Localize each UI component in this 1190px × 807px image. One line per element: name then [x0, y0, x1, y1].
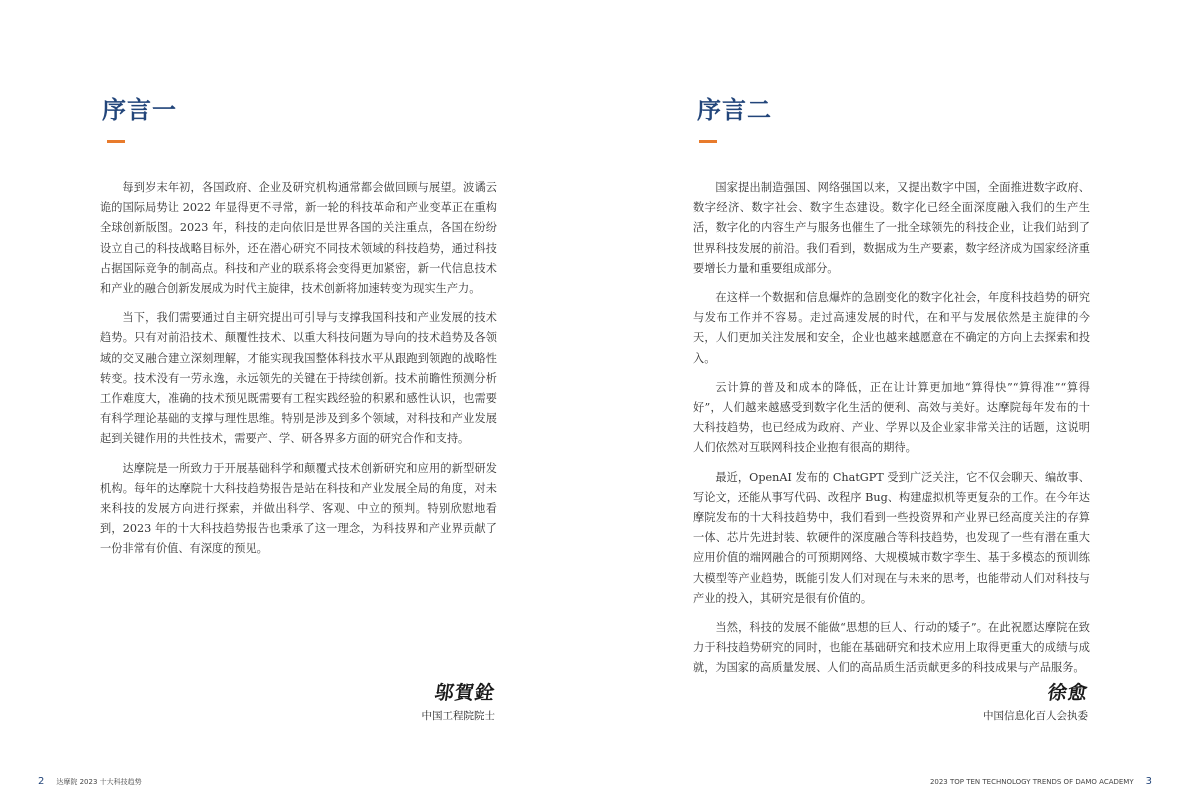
title-accent-bar [699, 140, 717, 143]
paragraph: 云计算的普及和成本的降低，正在让计算更加地“算得快”“算得准”“算得好”，人们越来越感受到数字化生活的便利、高效与美好。达摩院每年发布的十大科技趋势，也已经成为政府、产业、学界以及企业家非常关注的话题，这说明人们依然对互联网科技企业抱有很高的期待。 [693, 380, 1090, 455]
author-role: 中国信息化百人会执委 [983, 710, 1088, 722]
paragraph: 最近，OpenAI 发布的 ChatGPT 受到广泛关注，它不仅会聊天、编故事、写论文，还能从事写代码、改程序 Bug、构建虚拟机等更复杂的工作。在今年达摩院发布的十大科技趋势中，我们看到一些投资界和产业界已经高度关注的存算一体、芯片先进封装、软硬件的深度融合等科技趋势，也发现了一些有潜在重大应用价值的端网融合的可预期网络、大规模城市数字孪生、基于多模态的预训练大模型等产业趋势，既能引发人们对现在与未来的思考，也能带动人们对科技与产业的投入，其研究是很有价值的。 [693, 470, 1090, 605]
preface-two-body [693, 178, 1090, 688]
preface-one-title: 序言一 [102, 95, 177, 124]
paragraph: 每到岁末年初，各国政府、企业及研究机构通常都会做回顾与展望。波谲云诡的国际局势让 2022 年显得更不寻常，新一轮的科技革命和产业变革正在重构全球创新版图。2023 年，科技的走向依旧是世界各国的关注重点，各国在纷纷设立自己的科技战略目标外，还在潜心研究不同技术领域的科技趋势，通过科技占据国际竞争的制高点。科技和产业的联系将会变得更加紧密，新一代信息技术和产业的融合创新发展成为时代主旋律，技术创新将加速转变为现实生产力。 [100, 181, 497, 296]
page-number: 3 [1145, 776, 1152, 787]
page-footer [38, 776, 142, 787]
paragraph: 达摩院是一所致力于开展基础科学和颠覆式技术创新研究和应用的新型研发机构。每年的达摩院十大科技趋势报告是站在科技和产业发展全局的角度，对未来科技的发展方向进行探索，并做出科学、客观、中立的预判。特别欣慰地看到，2023 年的十大科技趋势报告也秉承了这一理念，为科技界和产业界贡献了一份非常有价值、有深度的预见。 [100, 461, 497, 556]
paragraph: 国家提出制造强国、网络强国以来，又提出数字中国，全面推进数字政府、数字经济、数字社会、数字生态建设。数字化已经全面深度融入我们的生产生活，数字化的内容生产与服务也催生了一批全球领先的科技企业，让我们站到了世界科技发展的前沿。我们看到，数据成为生产要素，数字经济成为国家经济重要增长力量和重要组成部分。 [693, 181, 1090, 275]
preface-one-body [100, 178, 497, 569]
paragraph: 在这样一个数据和信息爆炸的急剧变化的数字化社会，年度科技趋势的研究与发布工作并不容易。走过高速发展的时代，在和平与发展依然是主旋律的今天，人们更加关注发展和安全，企业也越来越愿意在不确定的方向上去探索和投入。 [693, 291, 1090, 365]
page-number: 2 [38, 776, 45, 787]
right-page [595, 0, 1190, 807]
signature: 徐愈 [1046, 682, 1090, 704]
page-footer [930, 776, 1152, 787]
signature: 邬賀銓 [433, 682, 497, 704]
signature-block [422, 678, 496, 723]
footer-text: 达摩院 2023 十大科技趋势 [56, 777, 142, 786]
author-role: 中国工程院院士 [421, 710, 495, 722]
paragraph: 当下，我们需要通过自主研究提出可引导与支撑我国科技和产业发展的技术趋势。只有对前沿技术、颠覆性技术、以重大科技问题为导向的技术趋势及各领域的交叉融合建立深刻理解，才能实现我国整体科技水平从跟跑到领跑的战略性转变。技术没有一劳永逸，永远领先的关键在于持续创新。技术前瞻性预测分析工作难度大，准确的技术预见既需要有工程实践经验的积累和感性认识，也需要有科学理论基础的支撑与理性思维。特别是涉及到多个领域，对科技和产业发展起到关键作用的共性技术，需要产、学、研各界多方面的研究合作和支持。 [100, 311, 497, 446]
signature-block [983, 678, 1088, 723]
title-accent-bar [107, 140, 125, 143]
paragraph: 当然，科技的发展不能做“思想的巨人、行动的矮子”。在此祝愿达摩院在致力于科技趋势研究的同时，也能在基础研究和技术应用上取得更重大的成绩与成就，为国家的高质量发展、人们的高品质生活贡献更多的科技成果与产品服务。 [693, 621, 1090, 675]
footer-text: 2023 TOP TEN TECHNOLOGY TRENDS OF DAMO ACADEMY [929, 777, 1134, 786]
preface-two-title: 序言二 [697, 95, 772, 124]
